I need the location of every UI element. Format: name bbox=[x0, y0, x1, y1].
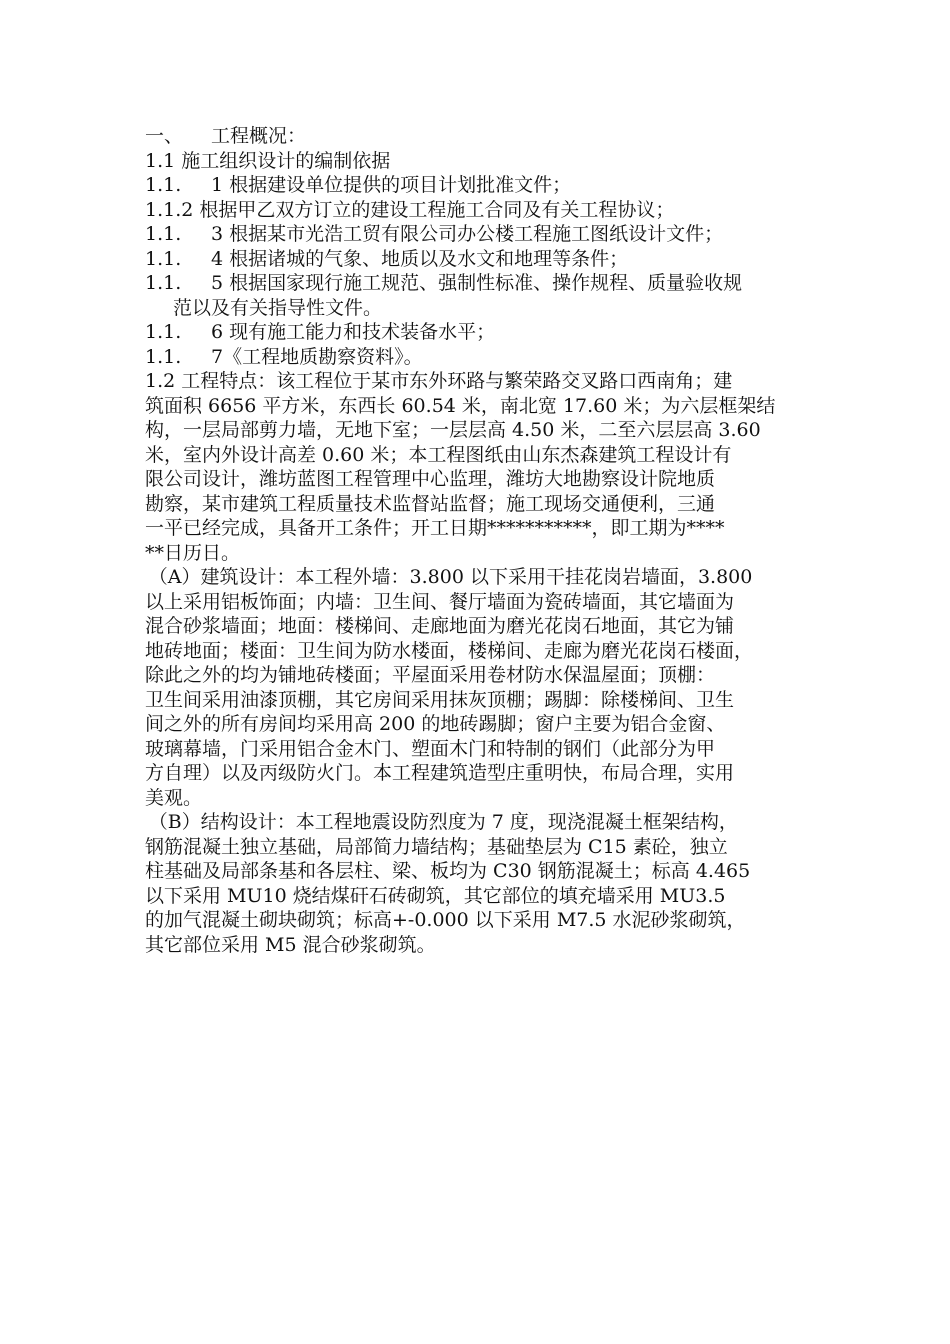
paragraph-line: 间之外的所有房间均采用高 200 的地砖踢脚；窗户主要为铝合金窗、 bbox=[145, 713, 726, 735]
paragraph-line: 限公司设计，潍坊蓝图工程管理中心监理，潍坊大地勘察设计院地质 bbox=[145, 468, 716, 490]
paragraph-line: （A）建筑设计：本工程外墙：3.800 以下采用干挂花岗岩墙面，3.800 bbox=[148, 566, 753, 588]
heading-text: 工程概况： bbox=[211, 125, 307, 147]
paragraph-line: 混合砂浆墙面；地面：楼梯间、走廊地面为磨光花岗石地面，其它为铺 bbox=[145, 615, 735, 637]
paragraph-line: 其它部位采用 M5 混合砂浆砌筑。 bbox=[145, 933, 436, 956]
item-text: 5 根据国家现行施工规范、强制性标准、操作规程、质量验收规 bbox=[211, 272, 743, 294]
paragraph-line: 筑面积 6656 平方米，东西长 60.54 米，南北宽 17.60 米；为六层框架结 bbox=[145, 394, 776, 417]
paragraph-line: 玻璃幕墙，门采用铝合金木门、塑面木门和特制的钢们（此部分为甲 bbox=[145, 737, 716, 760]
paragraph-line: 卫生间采用油漆顶棚，其它房间采用抹灰顶棚；踢脚：除楼梯间、卫生 bbox=[145, 688, 735, 711]
list-item bbox=[145, 345, 815, 370]
list-item bbox=[145, 271, 815, 296]
item-number: 1.1. bbox=[145, 247, 182, 270]
paragraph-line: 以下采用 MU10 烧结煤矸石砖砌筑，其它部位的填充墙采用 MU3.5 bbox=[145, 884, 726, 907]
list-item bbox=[145, 247, 815, 272]
item-text: 范以及有关指导性文件。 bbox=[173, 296, 383, 319]
section-heading bbox=[145, 124, 815, 149]
item-number: 1.1. bbox=[145, 321, 182, 343]
list-item bbox=[145, 198, 815, 223]
list-item bbox=[145, 173, 815, 198]
paragraph-line: **日历日。 bbox=[145, 541, 241, 564]
item-text: 1.1.2 根据甲乙双方订立的建设工程施工合同及有关工程协议； bbox=[145, 198, 675, 221]
item-text: 7《工程地质勘察资料》。 bbox=[211, 345, 423, 368]
item-number: 1.1. bbox=[145, 223, 182, 245]
list-item bbox=[145, 320, 815, 345]
paragraph-line: 除此之外的均为铺地砖楼面；平屋面采用卷材防水保温屋面；顶棚： bbox=[145, 664, 716, 686]
item-number: 1.1. bbox=[145, 174, 182, 196]
structural-design-paragraph bbox=[145, 810, 815, 957]
subsection-title: 1.1 施工组织设计的编制依据 bbox=[145, 149, 391, 172]
heading-number: 一、 bbox=[145, 125, 184, 147]
item-text: 6 现有施工能力和技术装备水平； bbox=[211, 321, 496, 343]
document-body bbox=[145, 124, 815, 957]
paragraph-line: 米，室内外设计高差 0.60 米；本工程图纸由山东杰森建筑工程设计有 bbox=[145, 443, 732, 466]
paragraph-line: 一平已经完成，具备开工条件；开工日期***********，即工期为**** bbox=[145, 517, 725, 539]
list-item-continuation bbox=[145, 296, 815, 321]
project-features-paragraph bbox=[145, 369, 815, 565]
paragraph-line: 柱基础及局部条基和各层柱、梁、板均为 C30 钢筋混凝土；标高 4.465 bbox=[145, 860, 751, 882]
item-text: 1 根据建设单位提供的项目计划批准文件； bbox=[211, 174, 572, 196]
paragraph-line: 方自理）以及丙级防火门。本工程建筑造型庄重明快，布局合理，实用 bbox=[145, 762, 735, 784]
item-number: 1.1. bbox=[145, 272, 182, 294]
architectural-design-paragraph bbox=[145, 565, 815, 810]
paragraph-line: 的加气混凝土砌块砌筑；标高+-0.000 以下采用 M7.5 水泥砂浆砌筑， bbox=[145, 909, 746, 931]
item-number: 1.1. bbox=[145, 345, 182, 368]
paragraph-line: 构，一层局部剪力墙，无地下室；一层层高 4.50 米，二至六层层高 3.60 bbox=[145, 419, 761, 441]
paragraph-line: 勘察，某市建筑工程质量技术监督站监督；施工现场交通便利，三通 bbox=[145, 492, 716, 515]
paragraph-line: 地砖地面；楼面：卫生间为防水楼面，楼梯间、走廊为磨光花岗石楼面， bbox=[145, 639, 754, 662]
item-text: 4 根据诸城的气象、地质以及水文和地理等条件； bbox=[211, 247, 629, 270]
list-item bbox=[145, 222, 815, 247]
item-text: 3 根据某市光浩工贸有限公司办公楼工程施工图纸设计文件； bbox=[211, 223, 724, 245]
paragraph-line: 钢筋混凝土独立基础，局部简力墙结构；基础垫层为 C15 素砼，独立 bbox=[145, 835, 728, 858]
paragraph-line: 以上采用铝板饰面；内墙：卫生间、餐厅墙面为瓷砖墙面，其它墙面为 bbox=[145, 590, 735, 613]
paragraph-line: 美观。 bbox=[145, 786, 203, 809]
paragraph-line: 1.2 工程特点：该工程位于某市东外环路与繁荣路交叉路口西南角；建 bbox=[145, 370, 733, 392]
paragraph-line: （B）结构设计：本工程地震设防烈度为 7 度，现浇混凝土框架结构， bbox=[148, 811, 738, 833]
